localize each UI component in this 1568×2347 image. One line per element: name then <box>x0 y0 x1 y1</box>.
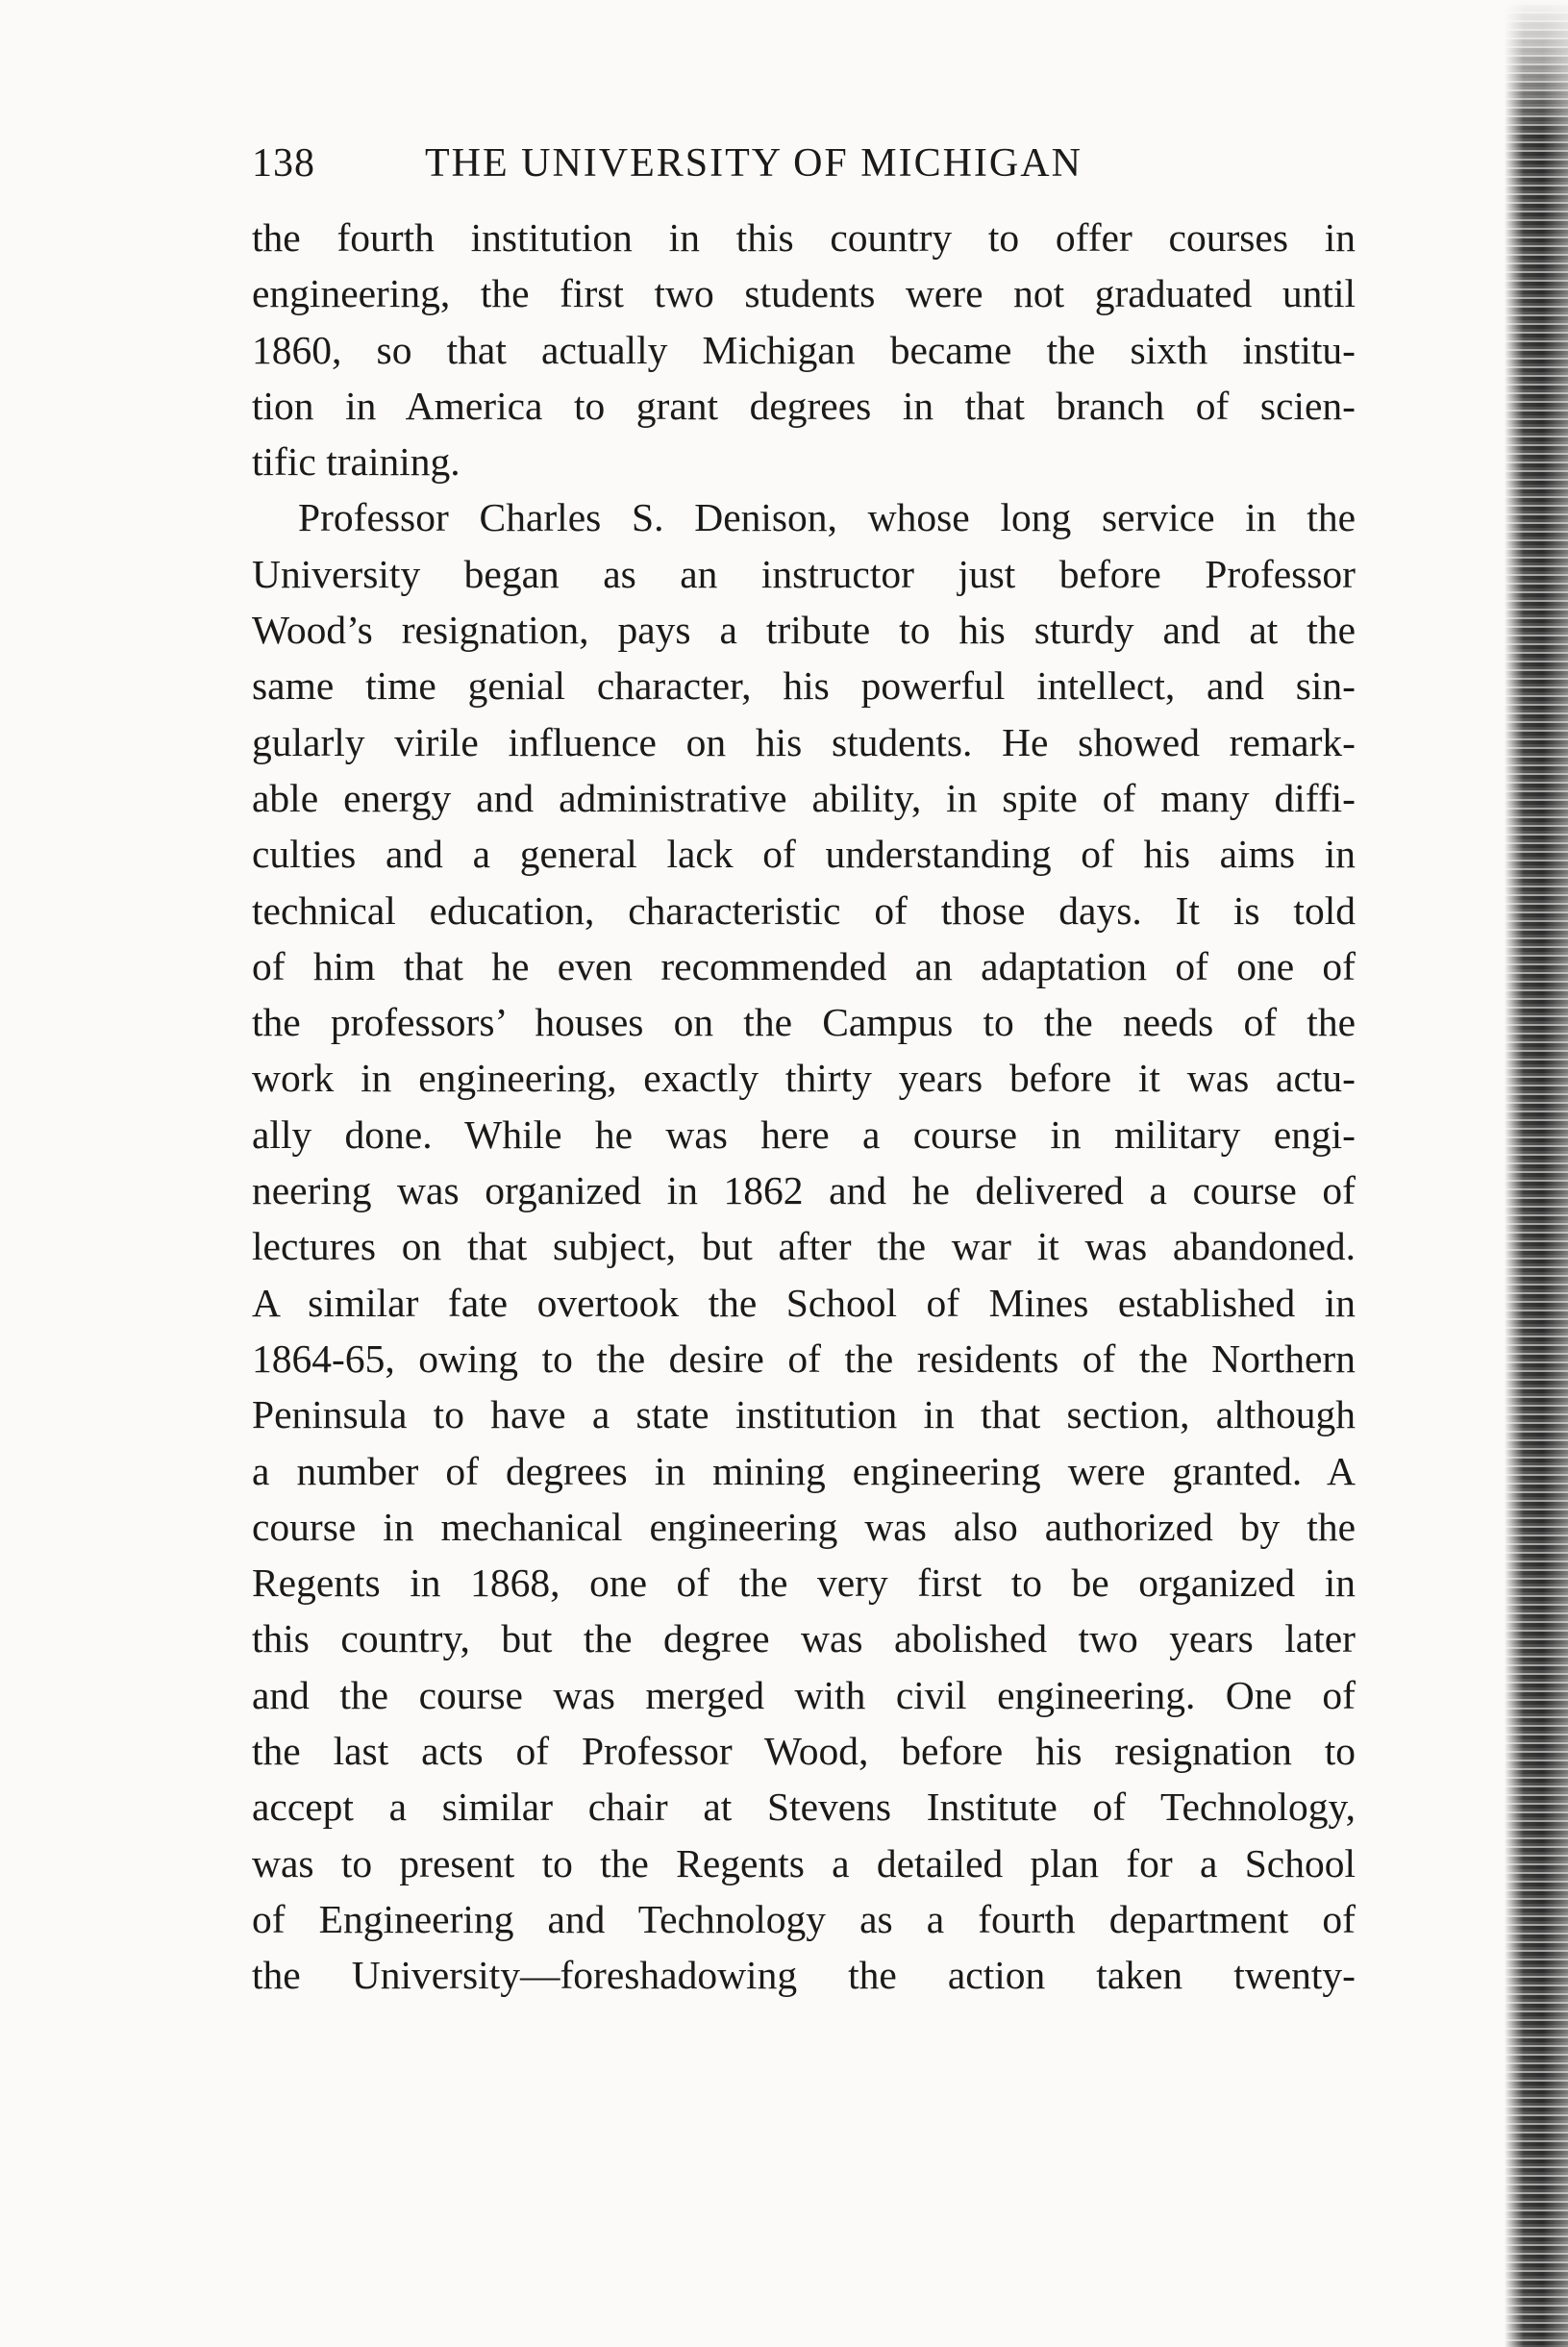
text-line: the fourth institution in this country to offer courses in <box>252 215 1356 260</box>
page-number: 138 <box>252 141 315 186</box>
text-line: of him that he even recommended an adaptation of one of <box>252 943 1356 988</box>
text-line: tific training. <box>252 439 460 485</box>
text-line: Peninsula to have a state institution in that section, although <box>252 1392 1356 1437</box>
text-line: course in mechanical engineering was also authorized by the <box>252 1504 1356 1549</box>
text-line: Regents in 1868, one of the very first to be organized in <box>252 1561 1356 1606</box>
running-head <box>252 135 1356 192</box>
running-title: THE UNIVERSITY OF MICHIGAN <box>425 141 1083 186</box>
text-line: culties and a general lack of understanding of his aims in <box>252 832 1356 877</box>
text-line: neering was organized in 1862 and he delivered a course of <box>252 1168 1356 1213</box>
text-line: this country, but the degree was abolished two years later <box>252 1616 1356 1661</box>
text-line: engineering, the first two students were not graduated until <box>252 271 1356 316</box>
text-line: a number of degrees in mining engineering were granted. A <box>252 1448 1356 1493</box>
text-line: 1864-65, owing to the desire of the residents of the Northern <box>252 1336 1356 1381</box>
text-line: lectures on that subject, but after the war it was abandoned. <box>252 1224 1356 1269</box>
text-line: accept a similar chair at Stevens Institute of Technology, <box>252 1785 1356 1830</box>
text-line: A similar fate overtook the School of Mines established in <box>252 1280 1356 1325</box>
page-binding-edge <box>1505 0 1568 2347</box>
text-line: gularly virile influence on his students. He showed remark- <box>252 719 1356 764</box>
page-binding-edge-fade <box>1505 0 1568 135</box>
text-line: ally done. While he was here a course in military engi- <box>252 1111 1356 1157</box>
text-line: Wood’s resignation, pays a tribute to his sturdy and at the <box>252 608 1356 653</box>
text-line: was to present to the Regents a detailed plan for a School <box>252 1840 1356 1885</box>
text-line: and the course was merged with civil engineering. One of <box>252 1672 1356 1717</box>
text-line: the University—foreshadowing the action taken twenty- <box>252 1953 1356 1998</box>
text-line: University began as an instructor just before Professor <box>252 551 1356 596</box>
text-line: Professor Charles S. Denison, whose long service in the <box>298 495 1356 540</box>
text-line: of Engineering and Technology as a fourth department of <box>252 1896 1356 1941</box>
text-line: the last acts of Professor Wood, before his resignation to <box>252 1729 1356 1774</box>
text-line: tion in America to grant degrees in that branch of scien- <box>252 383 1356 428</box>
text-line: able energy and administrative ability, in spite of many diffi- <box>252 775 1356 820</box>
text-line: technical education, characteristic of those days. It is told <box>252 887 1356 933</box>
body-text <box>252 210 1356 2004</box>
text-line: same time genial character, his powerful intellect, and sin- <box>252 663 1356 709</box>
text-line: 1860, so that actually Michigan became the sixth institu- <box>252 327 1356 372</box>
text-line: the professors’ houses on the Campus to the needs of the <box>252 1000 1356 1045</box>
text-line: work in engineering, exactly thirty years before it was actu- <box>252 1056 1356 1101</box>
